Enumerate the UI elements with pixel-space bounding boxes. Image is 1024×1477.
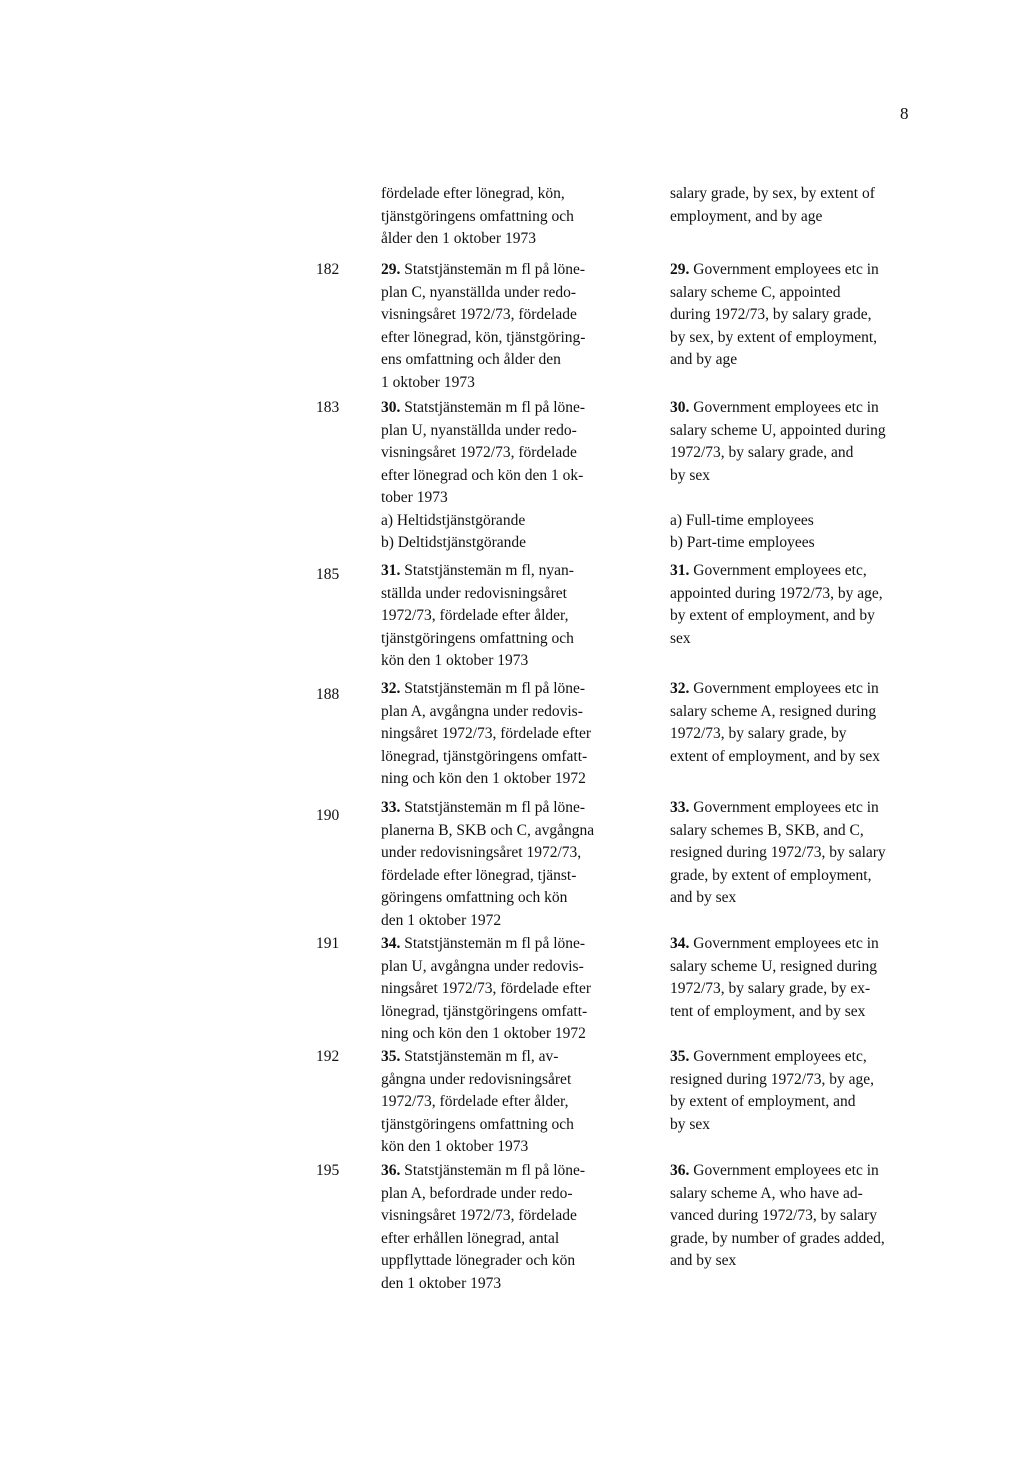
text-line: during 1972/73, by salary grade, — [670, 306, 872, 323]
text-line: by sex — [670, 466, 711, 484]
text-line: plan U, avgångna under redovis- — [381, 957, 584, 975]
entry-english — [670, 560, 970, 650]
entry-page-number: 182 — [316, 261, 340, 278]
intro-english — [670, 183, 970, 228]
text-line: visningsåret 1972/73, fördelade — [381, 1207, 577, 1224]
text-line: Government employees etc in — [693, 261, 879, 278]
text-line: Government employees etc in — [693, 935, 879, 952]
text-line: ningsåret 1972/73, fördelade efter — [381, 980, 592, 997]
text-line: ning och kön den 1 oktober 1972 — [381, 1025, 586, 1042]
text-line: uppflyttade lönegrader och kön — [381, 1252, 576, 1269]
text-line: plan C, nyanställda under redo- — [381, 283, 576, 301]
entry-swedish — [381, 933, 671, 1046]
text-line: visningsåret 1972/73, fördelade — [381, 306, 577, 323]
text-line: efter lönegrad och kön den 1 ok- — [381, 466, 584, 484]
text-line: Statstjänstemän m fl på löne- — [404, 799, 586, 816]
entry-number: 30. — [670, 399, 690, 416]
text-line: and by sex — [670, 1252, 737, 1269]
text-line: grade, by number of grades added, — [670, 1229, 885, 1247]
text-line: by extent of employment, and — [670, 1093, 856, 1110]
text-line: efter lönegrad, kön, tjänstgöring- — [381, 328, 586, 346]
text-line: 1972/73, by salary grade, by — [670, 725, 847, 742]
entry-swedish — [381, 678, 671, 791]
text-line: salary scheme A, resigned during — [670, 702, 877, 720]
text-line: ning och kön den 1 oktober 1972 — [381, 770, 586, 787]
entry-english — [670, 1160, 970, 1273]
entry-number: 31. — [670, 562, 690, 579]
entry-english — [670, 397, 970, 555]
text-line: tjänstgöringens omfattning och — [381, 207, 574, 225]
entry-number: 34. — [381, 935, 401, 952]
text-line: Statstjänstemän m fl på löne- — [404, 261, 586, 278]
text-line: ens omfattning och ålder den — [381, 351, 561, 368]
entry-number: 30. — [381, 399, 401, 416]
entry-number: 33. — [670, 799, 690, 816]
text-line: salary grade, by sex, by extent of — [670, 185, 875, 202]
text-line: planerna B, SKB och C, avgångna — [381, 821, 595, 839]
entry-swedish — [381, 1160, 671, 1295]
text-line: lönegrad, tjänstgöringens omfatt- — [381, 747, 588, 765]
text-line: Statstjänstemän m fl på löne- — [404, 935, 586, 952]
text-line: salary scheme C, appointed — [670, 283, 841, 301]
text-line: sex — [670, 629, 691, 647]
text-line: Government employees etc in — [693, 399, 879, 416]
page-number: 8 — [900, 104, 909, 123]
entry-number: 36. — [670, 1162, 690, 1179]
text-line: tent of employment, and by sex — [670, 1002, 866, 1020]
entry-swedish — [381, 397, 671, 555]
text-line: kön den 1 oktober 1973 — [381, 1138, 529, 1155]
entry-page-number: 192 — [316, 1048, 340, 1065]
text-line: plan U, nyanställda under redo- — [381, 421, 577, 439]
entry-number: 29. — [670, 261, 690, 278]
text-line: salary scheme U, appointed during — [670, 421, 886, 439]
text-line: gångna under redovisningsåret — [381, 1070, 572, 1088]
text-line: fördelade efter lönegrad, kön, — [381, 185, 565, 202]
text-line: efter erhållen lönegrad, antal — [381, 1229, 560, 1247]
entry-english — [670, 1046, 970, 1136]
text-line: salary schemes B, SKB, and C, — [670, 821, 864, 839]
text-line: kön den 1 oktober 1973 — [381, 652, 529, 669]
text-line: salary scheme U, resigned during — [670, 957, 878, 975]
text-line: göringens omfattning och kön — [381, 889, 568, 906]
entry-swedish — [381, 560, 671, 673]
entry-page-number: 188 — [316, 686, 340, 703]
text-line: and by age — [670, 351, 738, 368]
text-line: 1 oktober 1973 — [381, 373, 475, 391]
text-line: and by sex — [670, 889, 737, 906]
entry-swedish — [381, 259, 671, 394]
text-line: b) Deltidstjänstgörande — [381, 534, 527, 551]
text-line: ställda under redovisningsåret — [381, 584, 567, 602]
entry-number: 29. — [381, 261, 401, 278]
text-line: Statstjänstemän m fl, av- — [404, 1048, 559, 1065]
text-line: grade, by extent of employment, — [670, 866, 872, 884]
intro-swedish — [381, 183, 671, 251]
entry-english — [670, 797, 970, 910]
text-line: tjänstgöringens omfattning och — [381, 629, 574, 647]
text-line: a) Full-time employees — [670, 511, 814, 529]
text-line: 1972/73, by salary grade, and — [670, 444, 854, 461]
text-line: Government employees etc in — [693, 799, 879, 816]
text-line: vanced during 1972/73, by salary — [670, 1207, 878, 1224]
text-line: ålder den 1 oktober 1973 — [381, 230, 536, 247]
text-line — [670, 487, 970, 510]
text-line: by extent of employment, and by — [670, 607, 875, 624]
entry-english — [670, 933, 970, 1023]
text-line: tober 1973 — [381, 489, 448, 506]
entry-page-number: 185 — [316, 566, 340, 583]
entry-number: 35. — [381, 1048, 401, 1065]
text-line: 1972/73, fördelade efter ålder, — [381, 607, 569, 624]
text-line: b) Part-time employees — [670, 534, 815, 551]
text-line: employment, and by age — [670, 207, 823, 225]
entry-page-number: 191 — [316, 935, 340, 952]
text-line: by sex, by extent of employment, — [670, 328, 878, 346]
text-line: lönegrad, tjänstgöringens omfatt- — [381, 1002, 588, 1020]
text-line: den 1 oktober 1972 — [381, 911, 502, 929]
entry-number: 31. — [381, 562, 401, 579]
text-line: appointed during 1972/73, by age, — [670, 584, 883, 602]
text-line: Government employees etc in — [693, 1162, 879, 1179]
text-line: resigned during 1972/73, by salary — [670, 844, 886, 861]
text-line: resigned during 1972/73, by age, — [670, 1070, 875, 1088]
entry-number: 33. — [381, 799, 401, 816]
text-line: Government employees etc, — [693, 562, 867, 579]
text-line: 1972/73, by salary grade, by ex- — [670, 980, 871, 997]
text-line: salary scheme A, who have ad- — [670, 1184, 863, 1202]
text-line: Statstjänstemän m fl på löne- — [404, 399, 586, 416]
text-line: Statstjänstemän m fl på löne- — [404, 680, 586, 697]
text-line: a) Heltidstjänstgörande — [381, 511, 526, 529]
text-line: extent of employment, and by sex — [670, 747, 881, 765]
text-line: ningsåret 1972/73, fördelade efter — [381, 725, 592, 742]
entry-page-number: 183 — [316, 399, 340, 416]
entry-number: 35. — [670, 1048, 690, 1065]
text-line: plan A, befordrade under redo- — [381, 1184, 573, 1202]
text-line: Government employees etc in — [693, 680, 879, 697]
entry-number: 34. — [670, 935, 690, 952]
text-line: 1972/73, fördelade efter ålder, — [381, 1093, 569, 1110]
text-line: by sex — [670, 1115, 711, 1133]
entry-number: 32. — [381, 680, 401, 697]
entry-english — [670, 678, 970, 768]
text-line: den 1 oktober 1973 — [381, 1274, 502, 1292]
text-line: visningsåret 1972/73, fördelade — [381, 444, 577, 461]
entry-number: 32. — [670, 680, 690, 697]
text-line: under redovisningsåret 1972/73, — [381, 844, 582, 861]
entry-english — [670, 259, 970, 372]
entry-swedish — [381, 797, 671, 932]
text-line: Government employees etc, — [693, 1048, 867, 1065]
entry-swedish — [381, 1046, 671, 1159]
text-line: Statstjänstemän m fl på löne- — [404, 1162, 586, 1179]
text-line: fördelade efter lönegrad, tjänst- — [381, 866, 577, 884]
text-line: tjänstgöringens omfattning och — [381, 1115, 574, 1133]
text-line: plan A, avgångna under redovis- — [381, 702, 583, 720]
entry-number: 36. — [381, 1162, 401, 1179]
entry-page-number: 195 — [316, 1162, 340, 1179]
text-line: Statstjänstemän m fl, nyan- — [404, 562, 574, 579]
entry-page-number: 190 — [316, 807, 340, 824]
